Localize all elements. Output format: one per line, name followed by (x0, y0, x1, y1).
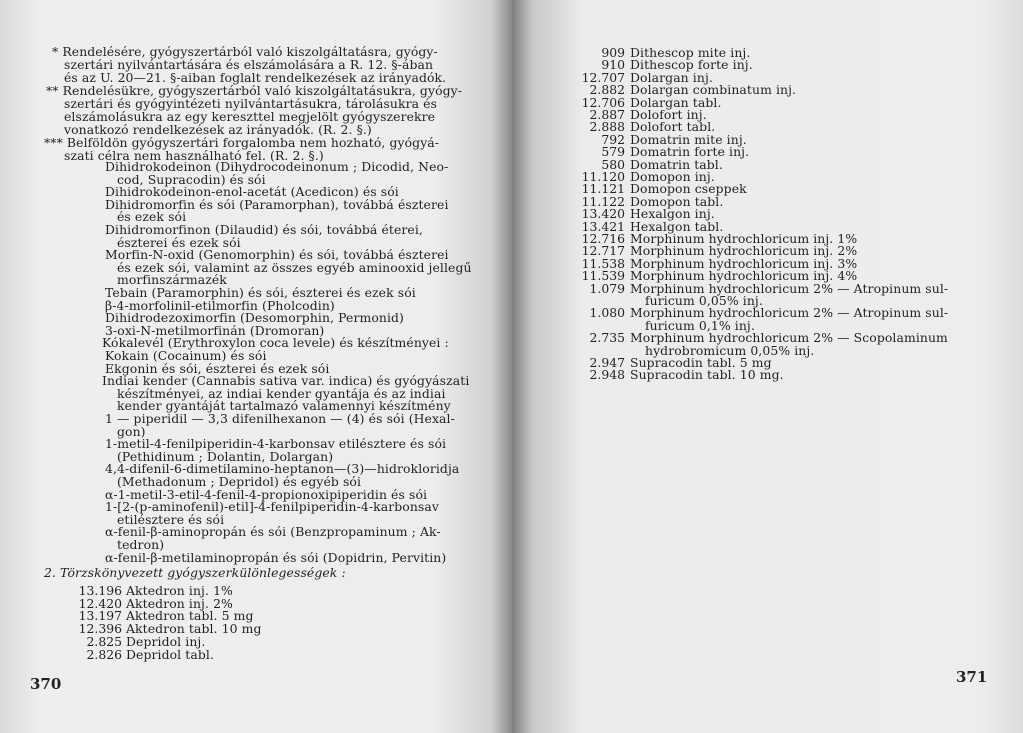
item-code: 12.396 (78, 621, 122, 637)
item-code: 12.707 (581, 69, 625, 85)
item-code: 11.121 (581, 181, 625, 197)
item-name: Dolargan inj. (630, 69, 713, 85)
body-line: és ezek sói (117, 209, 187, 225)
body-line: β-4-morfolinil-etilmorfin (Pholcodin) (105, 297, 335, 313)
body-line: cod, Supracodin) és sói (117, 171, 266, 187)
item-name: Morphinum hydrochloricum 2% — Atropinum sul- (630, 305, 949, 321)
body-line: 4,4-difenil-6-dimetilamino-heptanon—(3)—hidrokloridja (105, 461, 460, 477)
body-line: etilésztere és sói (117, 511, 225, 527)
item-code: 1.079 (589, 280, 625, 296)
item-code: 11.122 (581, 193, 625, 209)
body-line: Dihidrokodeinon-enol-acetát (Acedicon) és sói (105, 184, 399, 200)
item-code: 2.948 (589, 367, 625, 383)
body-line: 3-oxi-N-metilmorfinán (Dromoran) (105, 322, 325, 338)
item-name: Dolargan tabl. (630, 94, 722, 110)
item-name: Morphinum hydrochloricum 2% — Atropinum sul- (630, 280, 949, 296)
body-line: Tebain (Paramorphin) és sói, észterei és ezek sói (105, 285, 416, 300)
item-code: 2.825 (86, 633, 122, 649)
footnote-line: * Rendelésére, gyógyszertárból való kiszolgáltatásra, gyógy- (52, 44, 438, 59)
body-line: Indiai kender (Cannabis sativa var. indica) és gyógyászati (102, 373, 470, 389)
item-code: 909 (601, 45, 625, 60)
body-line: Dihidrokodeinon (Dihydrocodeinonum ; Dicodid, Neo- (105, 159, 449, 174)
item-code: 910 (601, 57, 625, 73)
item-name: Supracodin tabl. 5 mg (630, 355, 772, 370)
item-code: 2.735 (589, 330, 625, 346)
item-code: 11.539 (581, 268, 625, 284)
item-code: 2.888 (589, 119, 625, 135)
item-name: Morphinum hydrochloricum 2% — Scopolaminum (630, 330, 948, 346)
page-number: 370 (30, 675, 62, 693)
item-code: 580 (601, 156, 625, 172)
footnote-line: szertári nyilvántartására és elszámolására a R. 12. §-ában (64, 57, 434, 72)
footnote-line: és az U. 20—21. §-aiban foglalt rendelkezések az irányadók. (64, 70, 447, 85)
item-code: 13.197 (78, 608, 122, 624)
body-line: Morfin-N-oxid (Genomorphin) és sói, továbbá észterei (105, 247, 449, 263)
body-line: kender gyantáját tartalmazó valamennyi készítmény (117, 398, 451, 414)
item-code: 12.706 (581, 94, 625, 110)
item-name: Aktedron tabl. 5 mg (126, 608, 254, 624)
item-name: Hexalgon tabl. (630, 218, 724, 234)
item-name: Depridol inj. (126, 633, 206, 649)
item-name: Aktedron inj. 2% (126, 595, 233, 611)
item-code: 2.947 (589, 355, 625, 370)
item-name: Morphinum hydrochloricum inj. 1% (630, 231, 858, 246)
item-name: Domopon cseppek (630, 181, 747, 197)
item-code: 792 (601, 131, 625, 147)
item-name: furicum 0,1% inj. (645, 317, 755, 333)
item-code: 12.716 (581, 231, 625, 246)
item-name: Dolofort inj. (630, 107, 707, 122)
item-name: Domatrin mite inj. (630, 131, 747, 147)
body-line: 1 — piperidil — 3,3 difenilhexanon — (4) és sói (Hexal- (105, 411, 455, 426)
body-line: Dihidrodezoximorfin (Desomorphin, Permonid) (105, 310, 404, 326)
body-line: Dihidromorfinon (Dilaudid) és sói, továbbá éterei, (105, 222, 423, 237)
item-name: Aktedron tabl. 10 mg (126, 621, 262, 637)
item-code: 2.826 (86, 646, 122, 662)
item-name: Dolargan combinatum inj. (630, 82, 797, 98)
item-code: 13.421 (581, 218, 625, 234)
body-line: α-fenil-β-aminopropán és sói (Benzpropaminum ; Ak- (105, 524, 441, 540)
footnote-line: szati célra nem használható fel. (R. 2. §.) (64, 148, 324, 163)
body-line: Kokain (Cocainum) és sói (105, 348, 267, 363)
body-line: (Pethidinum ; Dolantin, Dolargan) (117, 448, 334, 464)
body-line: 1-[2-(p-aminofenil)-etil]-4-fenilpiperidin-4-karbonsav (105, 499, 439, 515)
section-heading: 2. Törzskönyvezett gyógyszerkülönlegességek : (44, 565, 346, 580)
page-number: 371 (956, 668, 988, 686)
item-name: Domopon inj. (630, 169, 715, 184)
item-name: Morphinum hydrochloricum inj. 2% (630, 243, 858, 259)
item-code: 11.538 (581, 255, 625, 271)
body-line: α-fenil-β-metilaminopropán és sói (Dopidrin, Pervitin) (105, 549, 447, 565)
item-name: Dolofort tabl. (630, 119, 716, 135)
right-page (512, 0, 1023, 733)
item-code: 2.887 (589, 107, 625, 122)
body-line: morfinszármazék (117, 272, 227, 288)
item-name: Domopon tabl. (630, 193, 724, 209)
item-name: Dithescop mite inj. (630, 45, 751, 60)
body-line: α-1-metil-3-etil-4-fenil-4-propionoxipiperidin és sói (105, 486, 428, 502)
item-code: 13.196 (78, 583, 122, 598)
footnote-line: szertári és gyógyintézeti nyilvántartásukra, tárolásukra és (64, 96, 438, 111)
item-name: hydrobromicum 0,05% inj. (645, 342, 815, 358)
footnote-line: elszámolásukra az egy kereszttel megjelölt gyógyszerekre (64, 109, 436, 124)
item-name: Depridol tabl. (126, 646, 214, 662)
body-line: és ezek sói, valamint az összes egyéb aminooxid jellegű (117, 259, 472, 275)
item-name: Domatrin forte inj. (630, 144, 750, 160)
footnote-line: vonatkozó rendelkezések az irányadók. (R. 2. §.) (64, 122, 372, 137)
body-line: észterei és ezek sói (117, 234, 241, 250)
item-name: Supracodin tabl. 10 mg. (630, 367, 784, 383)
body-line: gon) (117, 423, 146, 439)
body-line: Dihidromorfin és sói (Paramorphan), továbbá észterei (105, 196, 449, 212)
item-name: Morphinum hydrochloricum inj. 3% (630, 255, 858, 271)
body-line: Ekgonin és sói, észterei és ezek sói (105, 360, 330, 376)
item-name: Dithescop forte inj. (630, 57, 753, 73)
item-name: Morphinum hydrochloricum inj. 4% (630, 268, 858, 284)
item-code: 12.420 (78, 595, 122, 611)
item-name: Hexalgon inj. (630, 206, 715, 222)
item-name: Aktedron inj. 1% (126, 583, 233, 598)
item-name: Domatrin tabl. (630, 156, 723, 172)
item-code: 1.080 (589, 305, 625, 321)
item-code: 13.420 (581, 206, 625, 222)
item-code: 579 (601, 144, 625, 160)
footnote-line: ** Rendelésükre, gyógyszertárból való kiszolgáltatásukra, gyógy- (46, 83, 463, 98)
body-line: tedron) (117, 537, 165, 552)
item-code: 12.717 (581, 243, 625, 259)
item-code: 2.882 (589, 82, 625, 98)
body-line: készítményei, az indiai kender gyantája és az indiai (117, 385, 446, 401)
body-line: Kókalevél (Erythroxylon coca levele) és készítményei : (102, 335, 449, 351)
body-line: (Methadonum ; Depridol) és egyéb sói (117, 474, 362, 489)
body-line: 1-metil-4-fenilpiperidin-4-karbonsav etilésztere és sói (105, 436, 447, 452)
item-name: furicum 0,05% inj. (645, 293, 763, 308)
item-code: 11.120 (581, 169, 625, 184)
footnote-line: *** Belföldön gyógyszertári forgalomba nem hozható, gyógyá- (44, 135, 440, 150)
